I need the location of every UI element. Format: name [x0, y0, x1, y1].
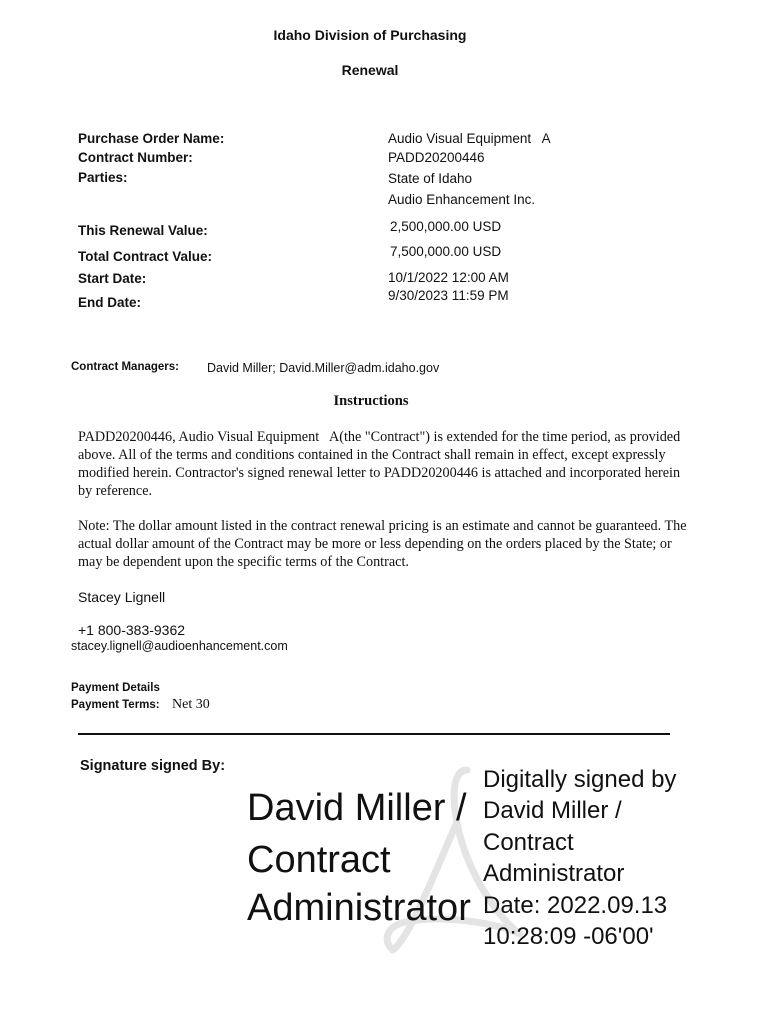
digital-stamp-line-3: Contract — [483, 829, 574, 856]
payment-terms-label: Payment Terms: — [71, 699, 160, 711]
start-date-value: 10/1/2022 12:00 AM — [388, 270, 509, 285]
signer-name-line-3: Administrator — [247, 887, 471, 929]
contact-name: Stacey Lignell — [78, 589, 166, 605]
contact-email: stacey.lignell@audioenhancement.com — [71, 639, 288, 653]
renewal-value-label: This Renewal Value: — [78, 223, 208, 238]
digital-stamp-line-4: Administrator — [483, 860, 625, 887]
party-state: State of Idaho — [388, 171, 473, 186]
contract-number-value: PADD20200446 — [388, 150, 485, 165]
contract-managers-value: David Miller; David.Miller@adm.idaho.gov — [207, 361, 440, 375]
end-date-label: End Date: — [78, 295, 142, 310]
payment-terms-value: Net 30 — [172, 697, 210, 712]
organization-title: Idaho Division of Purchasing — [273, 27, 467, 43]
renewal-value: 2,500,000.00 USD — [390, 219, 502, 234]
end-date-value: 9/30/2023 11:59 PM — [388, 288, 509, 303]
contract-managers-label: Contract Managers: — [71, 361, 179, 373]
total-value-label: Total Contract Value: — [78, 249, 213, 264]
contact-phone: +1 800-383-9362 — [78, 622, 186, 638]
instructions-paragraph: PADD20200446, Audio Visual Equipment A(the "Contract") is extended for the time period, as provided above. All of the terms and conditions contained in the Contract shall remain in effect, except expressly modified herein. Contractor's signed renewal letter to PADD20200446 is attached and incorporated herein by reference. — [78, 429, 684, 499]
digital-stamp-line-2: David Miller / — [483, 797, 622, 824]
contract-number-label: Contract Number: — [78, 150, 193, 165]
instructions-heading: Instructions — [333, 393, 409, 409]
party-vendor: Audio Enhancement Inc. — [388, 192, 536, 207]
instructions-note: Note: The dollar amount listed in the contract renewal pricing is an estimate and cannot be guaranteed. The actual dollar amount of the Contract may be more or less depending on the orders placed by the State; or may be dependent upon the specific terms of the Contract. — [78, 518, 687, 570]
document-type-title: Renewal — [341, 62, 399, 78]
signer-name-line-2: Contract — [247, 839, 391, 881]
po-name-label: Purchase Order Name: — [78, 131, 225, 146]
start-date-label: Start Date: — [78, 271, 147, 286]
signer-name-line-1: David Miller / — [247, 787, 467, 829]
digital-stamp-line-1: Digitally signed by — [483, 766, 677, 793]
signature-divider — [78, 733, 670, 735]
total-value: 7,500,000.00 USD — [390, 244, 502, 259]
parties-label: Parties: — [78, 170, 128, 185]
signature-label: Signature signed By: — [80, 758, 226, 774]
po-name-value: Audio Visual Equipment A — [388, 131, 551, 146]
payment-details-heading: Payment Details — [71, 682, 160, 694]
digital-stamp-line-5: Date: 2022.09.13 — [483, 892, 668, 919]
digital-stamp-line-6: 10:28:09 -06'00' — [483, 923, 654, 950]
